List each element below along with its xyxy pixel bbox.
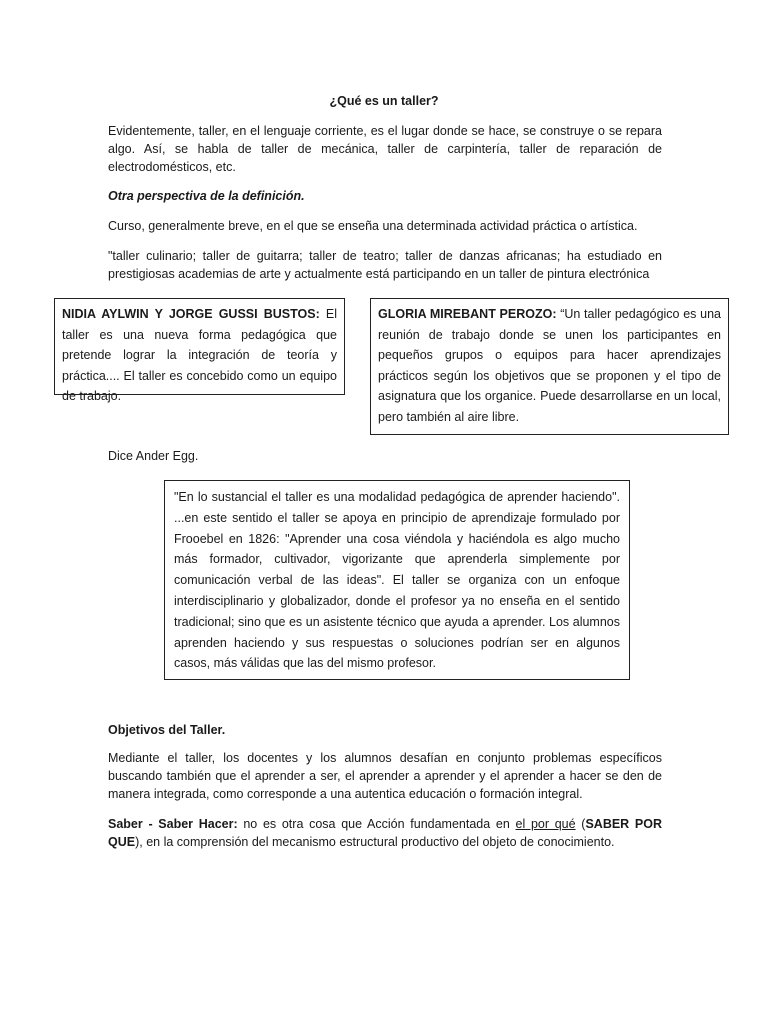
saber-underlined: el por qué xyxy=(515,817,576,831)
box-right-author: GLORIA MIREBANT PEROZO: xyxy=(378,307,557,321)
box-left-text: El taller es una nueva forma pedagógica que pretende lograr la integración de teoría y práctica.... El taller es concebido como un equipo de trabajo. xyxy=(62,307,337,403)
saber-text-before: no es otra cosa que Acción fundamentada en xyxy=(237,817,516,831)
examples-paragraph: "taller culinario; taller de guitarra; taller de teatro; taller de danzas africanas; ha estudiado en prestigiosas academias de arte y actualmente está participando en un taller de pintura electrónica xyxy=(108,249,662,281)
page-title: ¿Qué es un taller? xyxy=(329,94,439,108)
saber-text-after: ), en la comprensión del mecanismo estructural productivo del objeto de conocimiento. xyxy=(135,835,615,849)
quote-text: "En lo sustancial el taller es una modalidad pedagógica de aprender haciendo". ...en este sentido el taller se apoya en principio de aprendizaje formulado por Frooebel en 1826: "Aprender una cosa viéndola y haciéndola es algo mucho más formador, cultivador, vigorizante que aprenderla simplemente por comunicación verbal de las ideas". El taller se organiza con un enfoque interdisciplinario y globalizador, donde el profesor ya no enseña en el sentido tradicional; sino que es un asistente técnico que ayuda a aprender. Los alumnos aprenden haciendo y sus respuestas o soluciones podrían ser en algunos casos, más válidas que las del mismo profesor. xyxy=(174,490,620,671)
perspective-heading: Otra perspectiva de la definición. xyxy=(108,189,305,203)
course-definition: Curso, generalmente breve, en el que se enseña una determinada actividad práctica o artística. xyxy=(108,219,638,233)
saber-bold-phrase: SABER POR QUE xyxy=(108,817,662,849)
objectives-heading: Objetivos del Taller. xyxy=(108,723,226,737)
objectives-paragraph: Mediante el taller, los docentes y los alumnos desafían en conjunto problemas específicos buscando también que el aprender a ser, el aprender a aprender y el aprender a hacer se den de manera integrada, como corresponde a una autentica educación o formación integral. xyxy=(108,751,662,801)
mirebant-definition-box xyxy=(370,298,729,435)
box-right-text: “Un taller pedagógico es una reunión de trabajo donde se unen los participantes en pequeños grupos o equipos para hacer aprendizajes prácticos según los objetivos que se proponen y el tipo de asignatura que los organice. Puede desarrollarse en un local, pero también al aire libre. xyxy=(378,307,721,424)
intro-paragraph: Evidentemente, taller, en el lenguaje corriente, es el lugar donde se hace, se construye o se repara algo. Así, se habla de taller de mecánica, taller de carpintería, taller de reparación de electrodomésticos, etc. xyxy=(108,124,662,174)
saber-hacer-paragraph xyxy=(108,815,662,851)
ander-egg-intro: Dice Ander Egg. xyxy=(108,449,199,463)
saber-label: Saber - Saber Hacer: xyxy=(108,817,238,831)
aylwin-gussi-definition-box xyxy=(54,298,345,403)
box-left-author: NIDIA AYLWIN Y JORGE GUSSI BUSTOS: xyxy=(62,307,320,321)
saber-text-middle: ( xyxy=(575,817,586,831)
ander-egg-quote-box xyxy=(164,480,630,680)
